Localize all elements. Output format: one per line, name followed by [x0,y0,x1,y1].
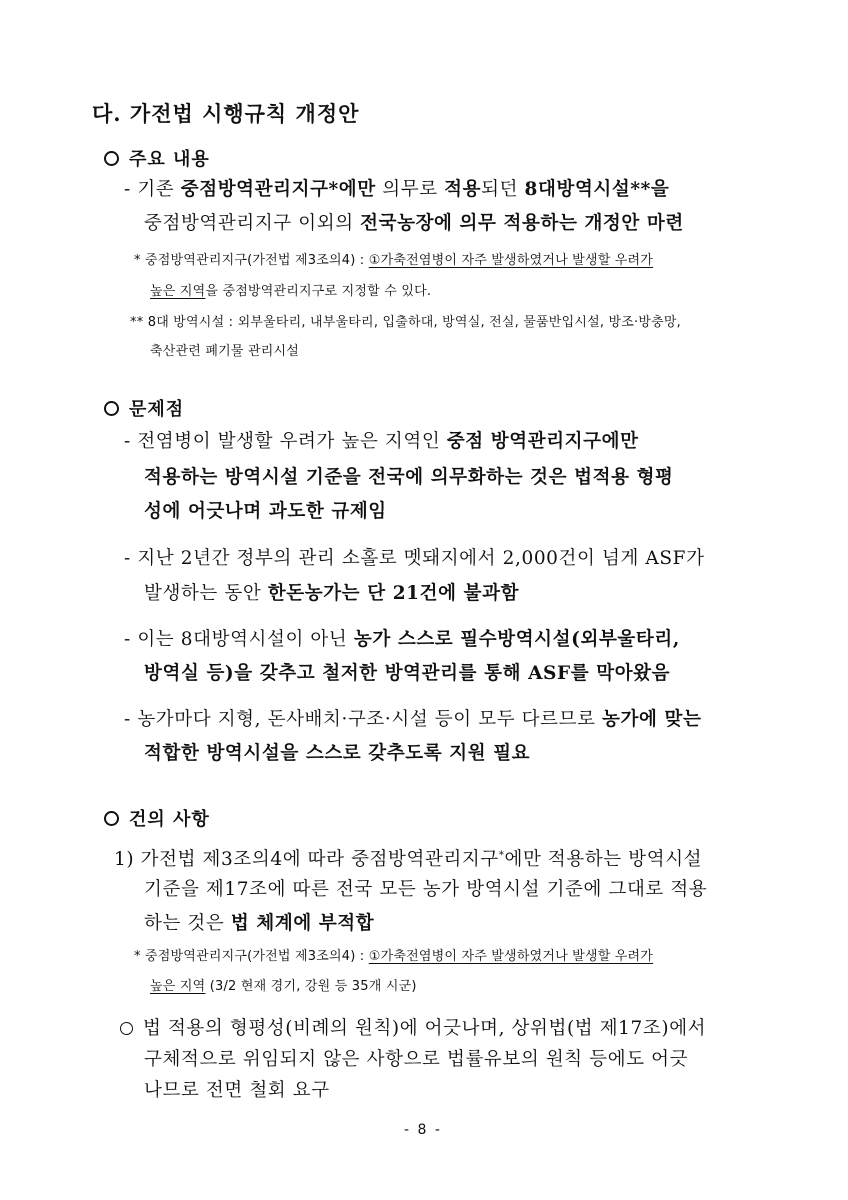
main-bullet-line-1: - 기존 중점방역관리지구*에만 의무로 적용되던 8대방역시설**을 [124,179,670,200]
problem-2-line-1: - 지난 2년간 정부의 관리 소홀로 멧돼지에서 2,000건이 넘게 ASF가 [124,548,705,569]
problem-3-line-2: 방역실 등)을 갖추고 철저한 방역관리를 통해 ASF를 막아왔음 [144,663,671,684]
circle-bullet-icon [104,401,119,416]
recommend-circle-line-2: 구체적으로 위임되지 않은 사항으로 법률유보의 원칙 등에도 어긋 [144,1049,689,1070]
page-number: - 8 - [404,1122,442,1138]
circle-bullet-icon [104,151,119,166]
main-bullet-line-2: 중점방역관리지구 이외의 전국농장에 의무 적용하는 개정안 마련 [144,213,684,234]
problem-1-line-3: 성에 어긋나며 과도한 규제임 [144,501,387,522]
recommend-circle-line-1: 법 적용의 형평성(비례의 원칙)에 어긋나며, 상위법(법 제17조)에서 [120,1011,706,1047]
problem-1-line-2: 적용하는 방역시설 기준을 전국에 의무화하는 것은 법적용 형평 [144,467,674,488]
recommend-1-line-1: 1) 가전법 제3조의4에 따라 중점방역관리지구*에만 적용하는 방역시설 [114,849,703,871]
recommend-1-line-3: 하는 것은 법 체계에 부적합 [144,913,375,934]
circle-bullet-icon [120,1022,133,1035]
problem-3-line-1: - 이는 8대방역시설이 아닌 농가 스스로 필수방역시설(외부울타리, [124,629,680,650]
footnote-2-line-1: ** 8대 방역시설 : 외부울타리, 내부울타리, 입출하대, 방역실, 전실, 물품반입시설, 방조·방충망, [130,315,681,330]
footnote-3-line-1: * 중점방역관리지구(가전법 제3조의4) : ①가축전염병이 자주 발생하였거나 발생할 우려가 [134,949,654,964]
recommend-circle-line-3: 나므로 전면 철회 요구 [144,1080,330,1101]
circle-bullet-icon [104,811,119,826]
problem-1-line-1: - 전염병이 발생할 우려가 높은 지역인 중점 방역관리지구에만 [124,431,639,452]
problem-4-line-1: - 농가마다 지형, 돈사배치·구조·시설 등이 모두 다르므로 농가에 맞는 [124,709,702,730]
footnote-1-line-1: * 중점방역관리지구(가전법 제3조의4) : ①가축전염병이 자주 발생하였거나 발생할 우려가 [134,253,654,268]
heading-recommend: 건의 사항 [104,805,210,831]
recommend-1-line-2: 기준을 제17조에 따른 전국 모든 농가 방역시설 기준에 그대로 적용 [144,879,708,900]
problem-2-line-2: 발생하는 동안 한돈농가는 단 21건에 불과함 [144,583,520,604]
section-title: 다. 가전법 시행규칙 개정안 [92,101,360,126]
footnote-1-line-2: 높은 지역을 중점방역관리지구로 지정할 수 있다. [150,284,432,299]
problem-4-line-2: 적합한 방역시설을 스스로 갖추도록 지원 필요 [144,743,531,764]
footnote-3-line-2: 높은 지역 (3/2 현재 경기, 강원 등 35개 시군) [150,979,417,994]
heading-main: 주요 내용 [104,145,210,171]
heading-problem: 문제점 [104,395,184,421]
footnote-2-line-2: 축산관련 폐기물 관리시설 [150,344,300,359]
